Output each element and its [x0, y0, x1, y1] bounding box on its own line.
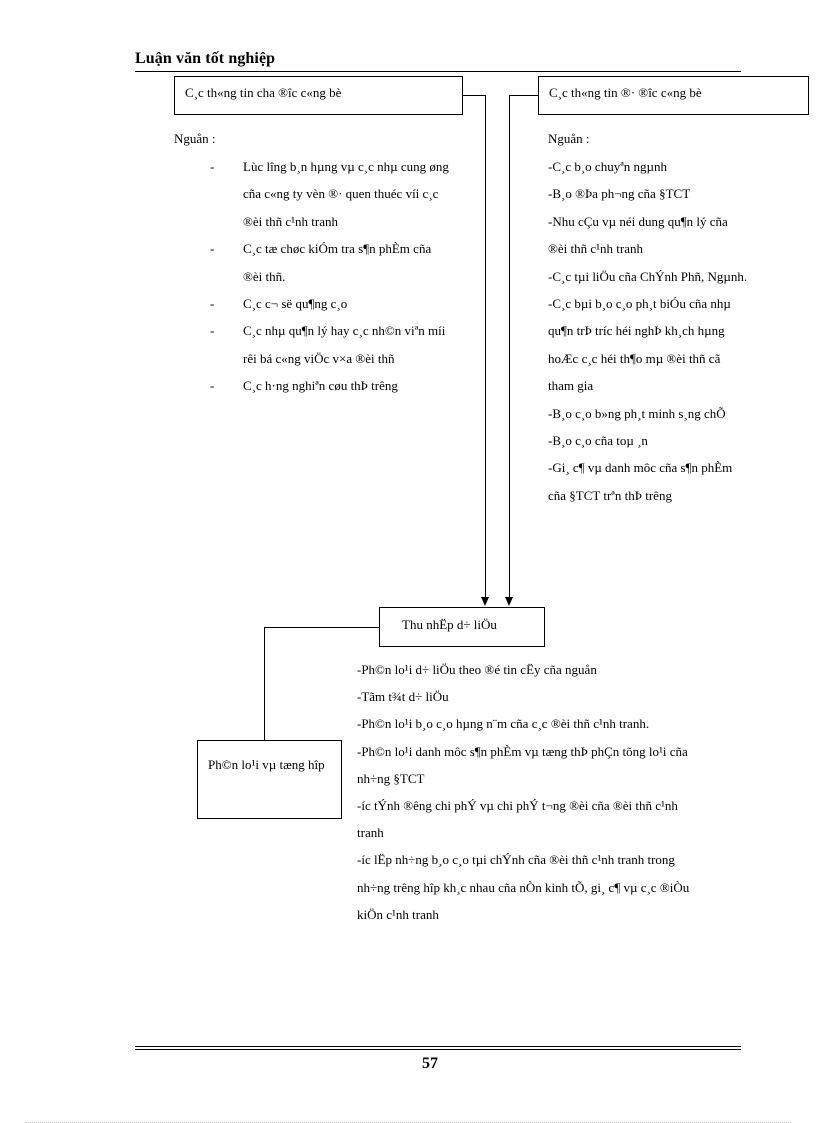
list-item: qu¶n trÞ tríc héi nghÞ kh¸ch hµng [548, 323, 725, 339]
list-item: -íc lËp nh÷ng b¸o c¸o tµi chÝnh cña ®èi thñ c¹nh tranh trong [357, 852, 675, 868]
connector-left-h [463, 95, 486, 96]
bottom-text-region [357, 656, 797, 920]
list-item: ®èi thñ c¹nh tranh [548, 241, 643, 257]
connector-middle-v [264, 627, 265, 741]
right-source-list [548, 153, 816, 509]
list-item: -B¸o ®Þa ph¬ng cña §TCT [548, 186, 691, 202]
footer-rule-bottom [135, 1049, 741, 1050]
data-collection-box [379, 607, 545, 647]
list-item: nh÷ng trêng hîp kh¸c nhau cña nÒn kinh tÕ, gi¸ c¶ vµ c¸c ®iÒu [357, 879, 690, 895]
list-item: -Gi¸ c¶ vµ danh môc cña s¶n phÈm [548, 460, 733, 476]
unpublished-info-label: C¸c th«ng tin cha ®îc c«ng bè [185, 85, 342, 100]
list-item: - C¸c h·ng nghiªn cøu thÞ trêng [210, 378, 398, 394]
left-source-label: Nguån : [174, 131, 216, 146]
classification-box [197, 740, 342, 819]
list-item: tranh [357, 825, 384, 841]
list-item: tham gia [548, 378, 594, 394]
page-number: 57 [422, 1055, 438, 1072]
list-item: -B¸o c¸o cña toµ ¸n [548, 433, 648, 449]
list-item: -Ph©n lo¹i b¸o c¸o hµng n¨m cña c¸c ®èi thñ c¹nh tranh. [357, 716, 650, 732]
list-item: -Ph©n lo¹i danh môc s¶n phÈm vµ tæng thÞ phÇn tõng lo¹i cña [357, 743, 688, 759]
list-item: -C¸c bµi b¸o c¸o ph¸t biÓu cña nhµ [548, 296, 731, 312]
connector-middle-h [264, 627, 379, 628]
list-item: -C¸c tµi liÖu cña ChÝnh Phñ, Ngµnh. [548, 268, 748, 284]
left-source-list [210, 153, 450, 400]
list-item: - Lùc lîng b¸n hµng vµ c¸c nhµ cung øng cña c«ng ty vèn ®· quen thuéc víi c¸c ®èi thñ c¹nh tranh [210, 159, 449, 229]
published-info-label: C¸c th«ng tin ®· ®îc c«ng bè [549, 85, 702, 100]
connector-right-v [509, 95, 510, 600]
arrow-down-icon [481, 597, 489, 606]
page-header-title: Luận văn tốt nghiệp [135, 50, 276, 67]
unpublished-info-box [174, 76, 463, 115]
list-item: -Tãm t¾t d÷ liÖu [357, 689, 449, 705]
processing-steps-list [357, 656, 797, 920]
connector-left-v [485, 95, 486, 600]
footer-rule-top [135, 1046, 741, 1047]
list-item: - C¸c nhµ qu¶n lý hay c¸c nh©n viªn míi rêi bá c«ng viÖc v×a ®èi thñ [210, 323, 446, 366]
connector-right-h [509, 95, 538, 96]
classification-label: Ph©n lo¹i vµ tæng hîp [208, 757, 325, 772]
list-item: -Nhu cÇu vµ néi dung qu¶n lý cña [548, 213, 728, 229]
list-item: kiÖn c¹nh tranh [357, 906, 439, 920]
list-item: -B¸o c¸o b»ng ph¸t minh s¸ng chÕ [548, 405, 726, 421]
right-source-label: Nguån : [548, 131, 590, 146]
published-info-box [538, 76, 809, 115]
list-item: nh÷ng §TCT [357, 770, 425, 786]
list-item: cña §TCT trªn thÞ trêng [548, 487, 672, 503]
list-item: hoÆc c¸c héi th¶o mµ ®èi thñ cã [548, 350, 721, 366]
list-item: -Ph©n lo¹i d÷ liÖu theo ®é tin cËy cña nguån [357, 662, 597, 677]
list-item: - C¸c tæ chøc kiÓm tra s¶n phÈm cña ®èi thñ. [210, 241, 432, 284]
data-collection-label: Thu nhËp d÷ liÖu [402, 617, 497, 632]
list-item: -íc tÝnh ®êng chi phÝ vµ chi phÝ t¬ng ®èi cña ®èi thñ c¹nh [357, 798, 678, 814]
arrow-down-icon [505, 597, 513, 606]
list-item: - C¸c c¬ së qu¶ng c¸o [210, 296, 348, 312]
header-rule [135, 71, 741, 72]
list-item: -C¸c b¸o chuyªn ngµnh [548, 159, 668, 174]
